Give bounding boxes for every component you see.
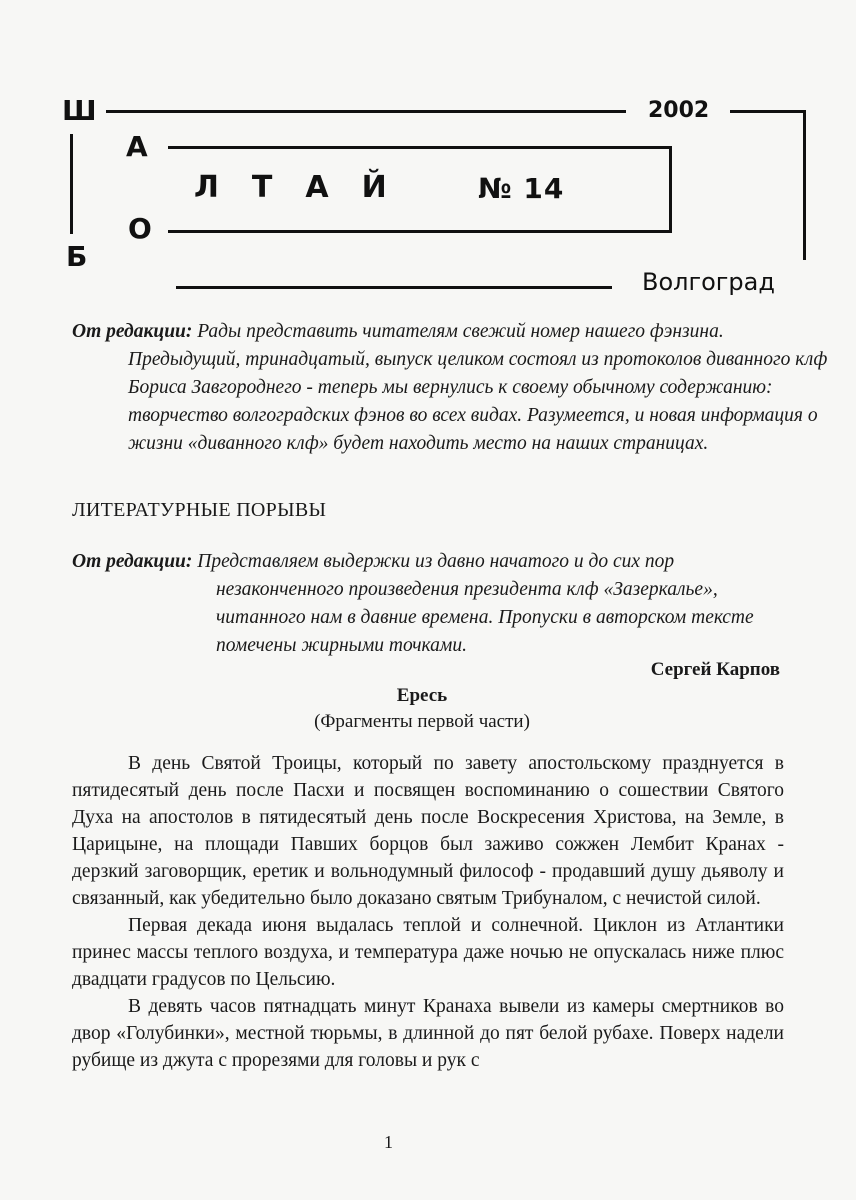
section-heading: ЛИТЕРАТУРНЫЕ ПОРЫВЫ	[72, 499, 327, 521]
masthead-top-rule	[106, 110, 626, 113]
masthead-bottom-rule	[176, 286, 612, 289]
masthead-right-top-rule	[730, 110, 806, 113]
story-paragraph: Первая декада июня выдалась теплой и солнечной. Циклон из Атлантики принес массы теплого воздуха, и температура даже ночью не опускалась ниже плюс двадцати градусов по Цельсию.	[72, 915, 784, 990]
magazine-title: ЛТАЙ	[194, 170, 420, 205]
title-box-bottom	[168, 230, 672, 233]
title-box-top	[168, 146, 672, 149]
story-body	[72, 750, 784, 1074]
editorial-label: От редакции:	[72, 551, 193, 572]
editorial-note-story	[72, 548, 784, 660]
title-box-right	[669, 146, 672, 233]
story-title: Ересь	[396, 685, 448, 706]
editorial-label: От редакции:	[72, 321, 193, 342]
story-paragraph: В день Святой Троицы, который по завету апостольскому празднуется в пятидесятый день после Пасхи и посвящен воспоминанию о сошествии Святого Духа на апостолов в пятидесятый день после Воскресения Христова, на Земле, в Царицыне, на площади Павших борцов был заживо сожжен Лембит Кранах - дерзкий заговорщик, еретик и вольнодумный философ - продавший душу дьяволу и связанный, как убедительно было доказано святым Трибуналом, с нечистой силой.	[72, 753, 784, 909]
issue-number: № 14	[478, 172, 565, 205]
page-number: 1	[384, 1132, 393, 1152]
masthead-letter-a: А	[126, 130, 148, 163]
story-subtitle: (Фрагменты первой части)	[314, 711, 530, 732]
story-author: Сергей Карпов	[650, 659, 780, 680]
editorial-text: Представляем выдержки из давно начатого и до сих пор незаконченного произведения президента клф «Зазеркалье», читанного нам в давние времена. Пропуски в авторском тексте помечены жирными точками.	[192, 551, 754, 656]
masthead-letter-b: Б	[66, 240, 88, 273]
masthead	[0, 0, 856, 310]
masthead-letter-sh: Ш	[62, 94, 97, 127]
story-paragraph: В девять часов пятнадцать минут Кранаха вывели из камеры смертников во двор «Голубинки», местной тюрьмы, в длинной до пят белой рубахе. Поверх надели рубище из джута с прорезями для головы и рук с	[72, 996, 784, 1071]
issue-city: Волгоград	[642, 268, 775, 296]
editorial-text: Рады представить читателям свежий номер нашего фэнзина. Предыдущий, тринадцатый, выпуск целиком состоял из протоколов диванного клф Бориса Завгороднего - теперь мы вернулись к своему обычному содержанию: творчество волгоградских фэнов во всех видах. Разумеется, и новая информация о жизни «диванного клф» будет находить место на наших страницах.	[128, 321, 828, 454]
editorial-note-intro	[72, 318, 840, 458]
masthead-left-rule	[70, 134, 73, 234]
masthead-right-rule	[803, 110, 806, 260]
masthead-letter-o: О	[128, 212, 152, 245]
issue-year: 2002	[648, 98, 710, 123]
